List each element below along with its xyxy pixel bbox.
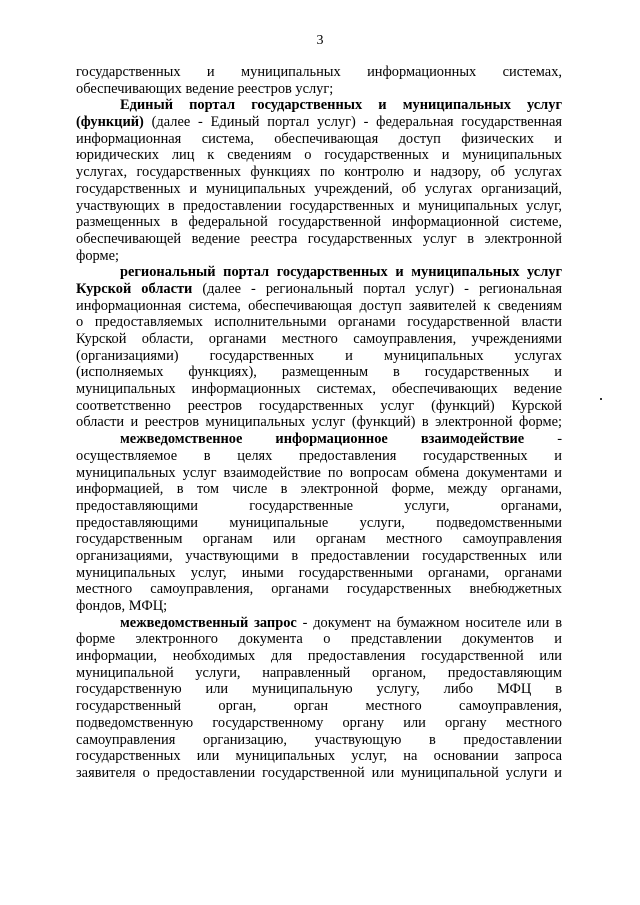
text-run: услугах, государственных функциях по контролю и надзору, об услугах xyxy=(76,164,562,181)
text-line xyxy=(76,331,562,348)
text-run: предоставляющими государственные услуги, органами, xyxy=(76,497,562,514)
text-line xyxy=(76,398,562,415)
text-run: (организациями) государственных и муниципальных услугах xyxy=(76,347,562,364)
text-line xyxy=(76,448,562,465)
page-number: 3 xyxy=(316,33,324,48)
text-run: - xyxy=(524,431,563,448)
text-run: информации, необходимых для предоставления государственной или xyxy=(76,648,562,665)
text-run: местного самоуправления, органами государственных внебюджетных xyxy=(76,581,562,598)
text-run: форме; xyxy=(76,247,119,264)
text-run: муниципальных услуг взаимодействие по вопросам обмена документами и xyxy=(76,464,562,481)
text-run: заявителя о предоставлении государственной или муниципальной услуги и xyxy=(76,764,562,781)
text-line xyxy=(76,381,562,398)
text-run: самоуправления организацию, участвующую в предоставлении xyxy=(76,731,562,748)
text-line xyxy=(76,431,562,448)
text-run: участвующих в предоставлении государственных и муниципальных услуг, xyxy=(76,197,562,214)
text-run: юридических лиц к сведениям о государственных и муниципальных xyxy=(76,147,562,164)
text-run: форме электронного документа о представлении документов и xyxy=(76,631,562,648)
text-line xyxy=(76,298,562,315)
text-line xyxy=(76,231,562,248)
text-line xyxy=(76,631,562,648)
text-line xyxy=(76,748,562,765)
text-line xyxy=(76,481,562,498)
text-line xyxy=(76,131,562,148)
text-line xyxy=(76,214,562,231)
text-run: обеспечивающих ведение реестров услуг; xyxy=(76,80,334,97)
text-line xyxy=(76,348,562,365)
text-line xyxy=(76,81,562,98)
text-line xyxy=(76,698,562,715)
text-line xyxy=(76,114,562,131)
text-run: организациями, участвующими в предоставлении государственных или xyxy=(76,547,562,564)
text-line xyxy=(76,181,562,198)
text-line xyxy=(76,598,562,615)
text-line xyxy=(76,97,562,114)
text-run: государственным органам или органам местного самоуправления xyxy=(76,531,562,548)
text-run: государственную или муниципальную услугу, либо МФЦ в xyxy=(76,681,562,698)
text-line xyxy=(76,548,562,565)
text-run: муниципальной услуги, направленный органом, предоставляющим xyxy=(76,664,562,681)
document-body xyxy=(76,64,562,782)
text-run: государственный орган, орган местного самоуправления, xyxy=(76,698,562,715)
text-line xyxy=(76,615,562,632)
bold-term: Курской области xyxy=(76,280,193,297)
text-line xyxy=(76,264,562,281)
text-run: государственных и муниципальных учреждений, об услугах организаций, xyxy=(76,180,562,197)
text-run: государственных или муниципальных услуг, на основании запроса xyxy=(76,748,562,765)
bold-term: Единый портал государственных и муниципальных услуг xyxy=(120,97,562,114)
text-run: Курской области, органами местного самоуправления, учреждениями xyxy=(76,331,562,347)
text-line xyxy=(76,198,562,215)
text-line xyxy=(76,765,562,782)
text-run: осуществляемое в целях предоставления государственных и xyxy=(76,447,562,464)
text-run: фондов, МФЦ; xyxy=(76,598,168,614)
text-run: информационная система, обеспечивающая доступ заявителей к сведениям xyxy=(76,297,562,314)
text-run: муниципальных услуг, иными государственными органами, органами xyxy=(76,564,562,581)
text-line xyxy=(76,498,562,515)
text-run: размещенных в федеральной государственной информационной системе, xyxy=(76,214,562,231)
text-run: соответственно реестров государственных услуг (функций) Курской xyxy=(76,397,562,414)
text-line xyxy=(76,681,562,698)
text-line xyxy=(76,515,562,532)
text-line xyxy=(76,732,562,749)
text-line xyxy=(76,465,562,482)
text-run: муниципальных информационных системах, обеспечивающих ведение xyxy=(76,381,562,398)
text-line xyxy=(76,314,562,331)
text-run: (исполняемых функциях), размещенным в государственных и xyxy=(76,364,562,381)
text-line xyxy=(76,715,562,732)
text-run: о предоставляемых исполнительными органами государственной власти xyxy=(76,314,562,331)
text-line xyxy=(76,531,562,548)
scan-speck xyxy=(600,398,602,400)
text-line xyxy=(76,147,562,164)
text-run: государственных и муниципальных информационных системах, xyxy=(76,64,562,80)
text-line xyxy=(76,248,562,265)
text-run: предоставляющими муниципальные услуги, подведомственными xyxy=(76,514,562,531)
text-run: информационная система, обеспечивающая доступ физических и xyxy=(76,130,562,147)
text-line xyxy=(76,64,562,81)
bold-term: региональный портал государственных и муниципальных услуг xyxy=(120,264,562,281)
text-line xyxy=(76,364,562,381)
text-line xyxy=(76,581,562,598)
text-line xyxy=(76,648,562,665)
text-line xyxy=(76,281,562,298)
bold-term: межведомственное информационное взаимодействие xyxy=(120,431,525,448)
text-run: обеспечивающей ведение реестра государственных услуг в электронной xyxy=(76,230,562,247)
text-run: - документ на бумажном носителе или в xyxy=(296,614,563,631)
text-run: области и реестров муниципальных услуг (функций) в электронной форме; xyxy=(76,414,562,431)
text-run: Единый портал услуг xyxy=(210,114,351,131)
text-run: ) - федеральная государственная xyxy=(350,114,562,131)
text-line xyxy=(76,414,562,431)
text-line xyxy=(76,565,562,582)
bold-term: (функций) xyxy=(76,114,144,131)
text-run: подведомственную государственному органу или органу местного xyxy=(76,714,562,731)
text-run: (далее - региональный портал услуг) - региональная xyxy=(192,280,562,297)
text-line xyxy=(76,164,562,181)
text-run: информацией, в том числе в электронной форме, между органами, xyxy=(76,481,562,498)
bold-term: межведомственный запрос xyxy=(120,614,297,631)
text-line xyxy=(76,665,562,682)
text-run: (далее - xyxy=(143,114,211,131)
